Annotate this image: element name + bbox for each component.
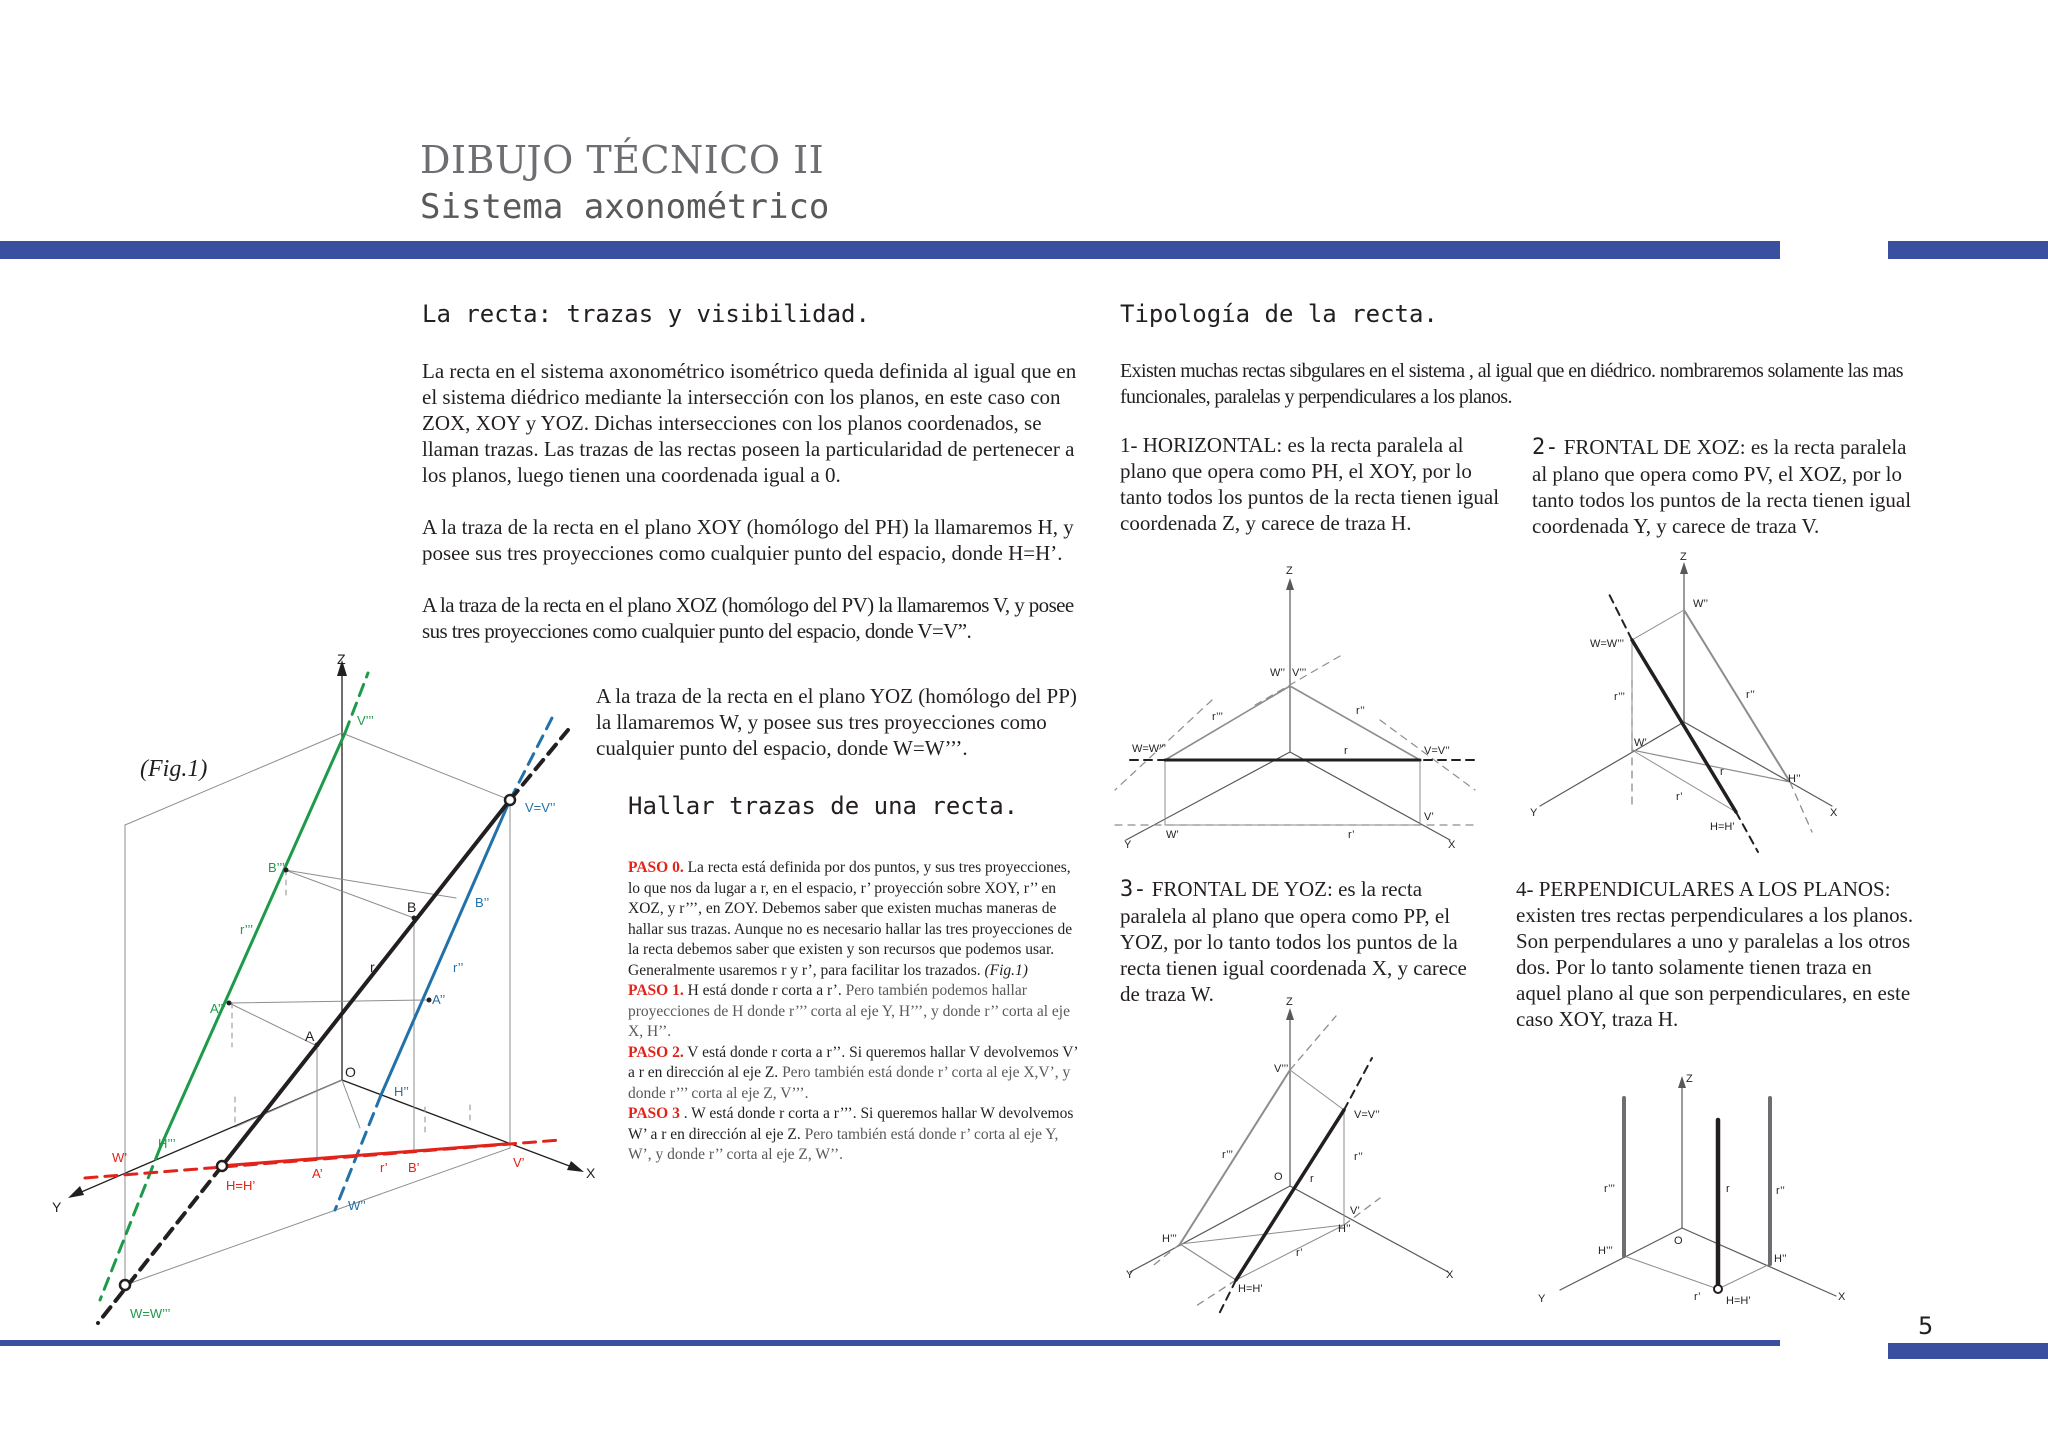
fig-origin-label: O (345, 1064, 356, 1080)
steps-block (628, 858, 1078, 1166)
p-fig-r2: r’’ (1776, 1185, 1785, 1197)
p-fig-r: r (1726, 1183, 1730, 1195)
f1-fig-hh: H=H’ (1710, 821, 1735, 833)
f1-fig-r2: r’’ (1746, 689, 1755, 701)
label-r2: r’’ (453, 960, 464, 975)
fig-axis-x-label: X (586, 1165, 596, 1181)
p-fig-o: O (1674, 1235, 1683, 1247)
f1-fig-z: Z (1680, 551, 1687, 563)
type-frontal-xoz: 2- FRONTAL DE XOZ: es la recta paralela al plano que opera como PV, el XOZ, por lo tanto todos los puntos de la recta tienen igual coordenada Y, y carece de traza V. (1532, 435, 1912, 538)
f2-fig-v3: V’’’ (1274, 1063, 1289, 1075)
label-b1: B’ (408, 1160, 420, 1175)
point-vv (505, 795, 515, 805)
f1-fig-ww: W=W’’’ (1590, 638, 1625, 650)
f2-fig-hh: H=H’ (1238, 1283, 1263, 1295)
step-1: PASO 1. H está donde r corta a r’. Pero también podemos hallar proyecciones de H donde r’’’ corta al eje Y, H’’’, y donde r’’ corta al eje X, H’’. (628, 982, 1070, 1040)
f2-fig-h2: H’’ (1338, 1223, 1351, 1235)
p-fig-h2: H’’ (1774, 1253, 1787, 1265)
tipologia-intro: Existen muchas rectas sibgulares en el sistema , al igual que en diédrico. nombraremos solamente las mas funcionales, paralelas y perpendiculares a los planos. (1120, 360, 1903, 408)
p-fig-z: Z (1686, 1073, 1693, 1085)
step-3: PASO 3 . W está donde r corta a r’’’. Si queremos hallar W devolvemos W’ a r en dirección al eje Z. Pero también está donde r’ corta al eje Y, W’, y donde r’’ corta al eje Z, W’’. (628, 1105, 1074, 1163)
line-r2 (381, 800, 510, 1095)
footer-rule-right (1888, 1343, 2048, 1359)
h-fig-ww: W=W’’’ (1132, 743, 1167, 755)
document-title: DIBUJO TÉCNICO II (420, 138, 825, 182)
f2-fig-h3: H’’’ (1162, 1233, 1177, 1245)
point-hh (217, 1161, 227, 1171)
intro-text (422, 358, 1077, 644)
fig-axis-y-label: Y (52, 1199, 62, 1215)
document-subtitle: Sistema axonométrico (420, 187, 830, 227)
h-fig-r: r (1344, 745, 1348, 757)
p-fig-r1: r’ (1694, 1291, 1701, 1303)
label-a2: A’’ (432, 992, 446, 1007)
p-fig-h3: H’’’ (1598, 1245, 1613, 1257)
h-fig-x: X (1448, 839, 1456, 850)
line-r (222, 800, 510, 1166)
label-a3: A’’’ (210, 1001, 226, 1016)
f1-fig-r1: r’ (1676, 791, 1683, 803)
figure-label: (Fig.1) (140, 756, 208, 782)
section-heading-trazas: La recta: trazas y visibilidad. (422, 300, 870, 328)
h-fig-w1: W’ (1166, 829, 1179, 841)
f2-fig-o: O (1274, 1171, 1283, 1183)
h-fig-v3: V’’’ (1292, 667, 1307, 679)
h-fig-v1: V’ (1424, 811, 1434, 823)
step-2: PASO 2. V está donde r corta a r’’. Si queremos hallar V devolvemos V’ a r en dirección al eje Z. Pero también está donde r’ corta al eje X,V’, y donde r’’’ corta al eje Z, V’’’. (628, 1043, 1078, 1102)
label-vv2: V=V’’ (525, 800, 556, 815)
p-fig-x: X (1838, 1291, 1846, 1303)
h-fig-r3: r’’’ (1212, 711, 1224, 723)
f2-fig-r1: r’ (1296, 1247, 1303, 1259)
section-heading-tipologia: Tipología de la recta. (1120, 300, 1438, 328)
label-b: B (407, 899, 417, 915)
section-heading-hallar: Hallar trazas de una recta. (628, 792, 1019, 820)
label-r3: r’’’ (240, 922, 254, 937)
f1-fig-r3: r’’’ (1614, 691, 1626, 703)
f1-fig-h2: H’’ (1788, 773, 1801, 785)
h-fig-r1: r’ (1348, 829, 1355, 841)
footer-rule-left (0, 1340, 1780, 1346)
type-perpendiculares: 4- PERPENDICULARES A LOS PLANOS: existen tres rectas perpendiculares a los planos. Son perpendulares a uno y paralelas a los otros dos. Por lo tanto solamente tienen traza en aquel plano al que son perpendiculares, en este caso XOY, traza H. (1516, 877, 1914, 1031)
label-h2: H’’ (394, 1084, 409, 1099)
header-rule-left (0, 241, 1780, 259)
f2-fig-x: X (1446, 1269, 1454, 1281)
f2-fig-y: Y (1126, 1269, 1134, 1281)
h-fig-z: Z (1286, 565, 1293, 577)
paragraph-traza-v: A la traza de la recta en el plano XOZ (homólogo del PV) la llamaremos V, y posee sus tres proyecciones como cualquier punto del espacio, donde V=V”. (422, 593, 1074, 643)
f2-fig-vv: V=V’’ (1354, 1109, 1380, 1121)
header-rule-right (1888, 241, 2048, 259)
label-hh1: H=H’ (226, 1178, 256, 1193)
label-ww3: W=W’’’ (130, 1306, 171, 1321)
f1-fig-w1: W’ (1634, 737, 1647, 749)
label-v3: V’’’ (357, 713, 374, 728)
f1-fig-y: Y (1530, 807, 1538, 819)
label-a1: A’ (312, 1166, 323, 1181)
p-fig-y: Y (1538, 1293, 1546, 1305)
h-fig-w3: W’’ (1270, 667, 1286, 679)
label-b3: B’’’ (268, 860, 285, 875)
f2-fig-r: r (1310, 1173, 1314, 1185)
f2-fig-v1: V’ (1350, 1205, 1360, 1217)
page-number: 5 (1918, 1312, 1934, 1340)
axis-x (342, 1080, 580, 1170)
type-frontal-yoz: 3- FRONTAL DE YOZ: es la recta paralela al plano que opera como PP, el YOZ, por lo tanto todos los puntos de la recta tienen igual coordenada X, y carece de traza W. (1120, 877, 1467, 1006)
fig-axis-z-label: Z (337, 651, 346, 667)
f1-fig-x: X (1830, 807, 1838, 819)
h-fig-r2: r’’ (1356, 705, 1365, 717)
f1-fig-w2: W’’ (1693, 598, 1709, 610)
figure-frontal-yoz (1115, 990, 1475, 1320)
label-r: r (370, 959, 375, 975)
label-w1: W’ (112, 1150, 128, 1165)
p-fig-r3: r’’’ (1604, 1183, 1616, 1195)
f2-fig-r2: r’’ (1354, 1151, 1363, 1163)
f2-fig-r3: r’’’ (1222, 1149, 1234, 1161)
label-b2: B’’ (475, 895, 490, 910)
figure-trazas-diagram (40, 640, 620, 1340)
h-fig-vv: V=V’’ (1424, 745, 1450, 757)
axis-y-arrow (68, 1186, 84, 1198)
label-v1: V’ (513, 1155, 525, 1170)
h-fig-y: Y (1124, 839, 1132, 850)
paragraph-traza-w: A la traza de la recta en el plano YOZ (homólogo del PP) la llamaremos W, y posee sus tres proyecciones como cualquier punto del espacio, donde W=W’’’. (596, 684, 1077, 760)
figure-perpendiculares (1520, 1060, 1870, 1320)
figure-horizontal (1110, 560, 1500, 850)
f2-fig-z: Z (1286, 996, 1293, 1008)
step-0: PASO 0. La recta está definida por dos puntos, y sus tres proyecciones, lo que nos da lugar a r, en el espacio, r’ proyección sobre XOY, r’’ en XOZ, y r’’’, en ZOY. Debemos saber que existen muchas maneras de hallar sus trazas. Aunque no es necesario hallar las tres proyecciones de la recta debemos saber que existen y son recursos que podemos usar. Generalmente usaremos r y r’, para facilitar los trazados. (Fig.1) (628, 859, 1073, 979)
figure-frontal-xoz (1520, 545, 1850, 855)
p-fig-hh: H=H’ (1726, 1295, 1751, 1307)
paragraph-traza-h: A la traza de la recta en el plano XOY (homólogo del PH) la llamaremos H, y posee sus tres proyecciones como cualquier punto del espacio, donde H=H’. (422, 515, 1074, 565)
paragraph-trazas: La recta en el sistema axonométrico isométrico queda definida al igual que en el sistema diédrico mediante la intersección con los planos, en este caso con ZOX, XOY y YOZ. Dichas intersecciones con los planos coordenados, se llaman trazas. Las trazas de las rectas poseen la particularidad de pertenecer a los planos, luego tienen una coordenada igual a 0. (422, 359, 1077, 487)
label-h3: H’’’ (158, 1136, 176, 1151)
f1-fig-r: r (1720, 766, 1724, 778)
label-w2: W’’ (348, 1198, 366, 1213)
axis-x-arrow (567, 1161, 584, 1172)
type-horizontal: 1- HORIZONTAL: es la recta paralela al plano que opera como PH, el XOY, por lo tanto todos los puntos de la recta tienen igual coordenada Z, y carece de traza H. (1120, 433, 1500, 535)
label-r1: r’ (380, 1160, 388, 1175)
label-a: A (305, 1028, 315, 1044)
point-ww (120, 1280, 130, 1290)
